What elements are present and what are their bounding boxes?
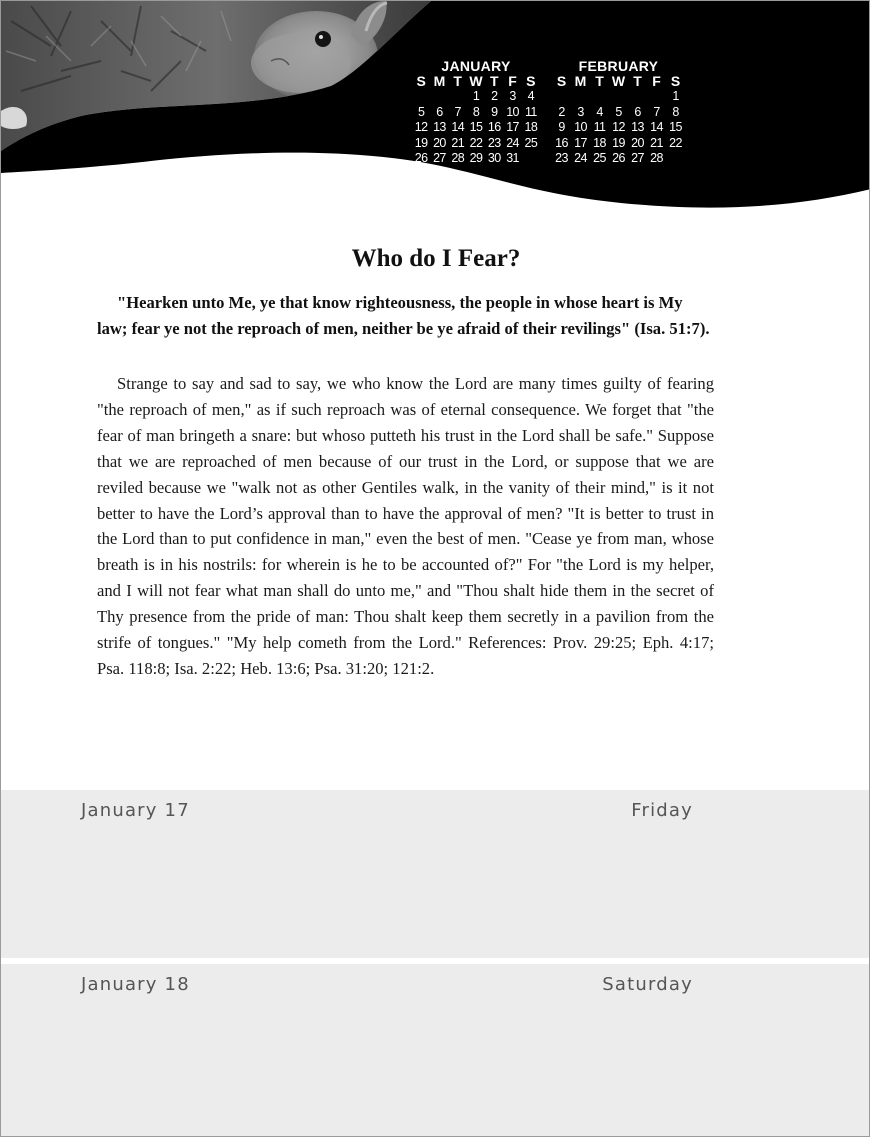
calendar-day: 20 xyxy=(433,135,446,150)
calendar-grid xyxy=(552,74,685,167)
calendar-day xyxy=(449,89,467,105)
calendar-day: 2 xyxy=(491,89,498,103)
calendar-day: 22 xyxy=(469,135,483,150)
calendar-day: 11 xyxy=(524,104,537,119)
calendar-day: 15 xyxy=(669,120,682,134)
calendar-day: 17 xyxy=(506,120,519,134)
calendar-day: 19 xyxy=(612,135,625,150)
article-title: Who do I Fear? xyxy=(351,245,521,272)
calendar-february xyxy=(552,58,685,167)
calendar-day: 31 xyxy=(506,151,519,165)
weekday-header: S xyxy=(526,73,536,89)
calendar-day: 12 xyxy=(414,120,428,134)
calendar-january xyxy=(412,58,540,167)
calendar-day: 29 xyxy=(469,151,483,165)
calendar-day: 23 xyxy=(487,135,501,150)
weekday-header: M xyxy=(433,73,446,89)
calendar-day: 18 xyxy=(524,120,538,134)
page-header xyxy=(1,1,870,241)
day-panel-saturday xyxy=(1,964,870,1137)
calendar-day: 7 xyxy=(653,104,660,119)
weekday-header: F xyxy=(652,73,661,89)
calendar-day: 28 xyxy=(451,151,465,165)
day-date: January 18 xyxy=(81,974,190,995)
calendar-day: 9 xyxy=(491,104,498,119)
calendar-day: 1 xyxy=(472,89,480,103)
day-weekday: Saturday xyxy=(602,974,693,995)
calendar-day: 26 xyxy=(612,151,625,165)
calendar-day: 28 xyxy=(650,151,663,165)
weekday-header: T xyxy=(453,73,462,89)
weekday-header: S xyxy=(416,73,426,89)
calendar-day: 24 xyxy=(506,135,519,150)
calendar-day: 13 xyxy=(631,120,644,134)
calendar-day: 17 xyxy=(574,135,587,150)
calendar-month-title: JANUARY xyxy=(441,58,511,74)
calendar-day: 26 xyxy=(414,151,428,165)
calendar-day: 8 xyxy=(672,104,679,119)
calendar-day: 24 xyxy=(574,151,587,165)
weekday-header: S xyxy=(556,73,567,89)
calendar-day xyxy=(666,151,685,167)
calendar-day: 25 xyxy=(524,135,538,150)
calendar-day: 21 xyxy=(650,135,663,150)
calendar-day xyxy=(647,89,666,105)
weekday-header: T xyxy=(595,73,604,89)
calendar-day: 4 xyxy=(527,89,535,103)
calendar-day: 11 xyxy=(593,120,606,134)
calendar-day: 6 xyxy=(634,104,641,119)
calendar-day: 1 xyxy=(672,89,679,103)
calendar-day xyxy=(609,89,628,105)
calendar-day: 3 xyxy=(577,104,584,119)
day-weekday: Friday xyxy=(631,800,693,821)
calendar-day: 5 xyxy=(615,104,622,119)
calendar-day: 23 xyxy=(555,151,568,165)
calendar-day: 9 xyxy=(558,120,565,134)
weekday-header: W xyxy=(469,73,483,89)
calendar-day: 3 xyxy=(509,89,516,103)
calendar-day: 18 xyxy=(593,135,606,150)
calendar-day: 4 xyxy=(596,104,603,119)
calendar-day: 14 xyxy=(451,120,465,134)
calendar-day xyxy=(628,89,647,105)
calendar-day: 8 xyxy=(472,104,480,119)
calendar-day: 27 xyxy=(433,151,446,165)
calendar-day xyxy=(590,89,609,105)
calendar-day: 10 xyxy=(574,120,587,134)
calendar-day: 13 xyxy=(433,120,446,134)
calendar-day: 22 xyxy=(669,135,682,150)
calendar-day: 27 xyxy=(631,151,644,165)
scripture-verse: "Hearken unto Me, ye that know righteousness, the people in whose heart is My law; fear ye not the reproach of men, neither be ye afraid of their revilings" (Isa. 51:7). xyxy=(97,293,710,338)
calendar-day: 16 xyxy=(487,120,501,134)
weekday-header: S xyxy=(670,73,681,89)
calendar-day xyxy=(571,89,590,105)
calendar-day: 21 xyxy=(451,135,465,150)
calendar-day: 25 xyxy=(593,151,606,165)
weekday-header: F xyxy=(508,73,517,89)
calendar-day: 16 xyxy=(555,135,568,150)
day-panel-friday xyxy=(1,790,870,958)
calendar-day: 15 xyxy=(469,120,483,134)
weekday-header: T xyxy=(490,73,499,89)
calendar-day: 10 xyxy=(506,104,519,119)
calendar-month-title: FEBRUARY xyxy=(578,58,659,74)
calendar-day: 12 xyxy=(612,120,625,134)
calendar-day: 30 xyxy=(487,151,501,165)
calendar-grid xyxy=(412,74,540,167)
calendar-day xyxy=(412,89,430,105)
day-date: January 17 xyxy=(81,800,190,821)
devotional-body: Strange to say and sad to say, we who know the Lord are many times guilty of fearing "the reproach of men," as if such reproach was of eternal consequence. We forget that "the fear of man bringeth a snare: but whoso putteth his trust in the Lord shall be safe." Suppose that we are reproached of men because of our trust in the Lord, or suppose that we are reviled because we "walk not as other Gentiles walk, in the vanity of their mind," is it not better to have the Lord’s approval than to have the approval of men? "It is better to trust in the Lord than to put confidence in man," even the best of men. "Cease ye from man, whose breath is in his nostrils: for wherein is he to be accounted of?" For "the Lord is my helper, and I will not fear what man shall do unto me," and "Thou shalt hide them in the secret of Thy presence from the pride of man: Thou shalt keep them secretly in a pavilion from the strife of tongues." "My help cometh from the Lord." References: Prov. 29:25; Eph. 4:17; Psa. 118:8; Isa. 2:22; Heb. 13:6; Psa. 31:20; 121:2. xyxy=(97,374,714,678)
calendar-day: 20 xyxy=(631,135,644,150)
weekday-header: T xyxy=(633,73,642,89)
weekday-header: W xyxy=(611,73,626,89)
calendar-day xyxy=(552,89,571,105)
weekday-header: M xyxy=(574,73,587,89)
calendar-day: 2 xyxy=(558,104,565,119)
calendar-day: 14 xyxy=(650,120,663,134)
calendar-day: 6 xyxy=(436,104,443,119)
calendar-day: 5 xyxy=(417,104,425,119)
calendar-day: 19 xyxy=(414,135,428,150)
calendar-day: 7 xyxy=(454,104,461,119)
calendar-day xyxy=(430,89,448,105)
calendar-day xyxy=(522,151,540,167)
